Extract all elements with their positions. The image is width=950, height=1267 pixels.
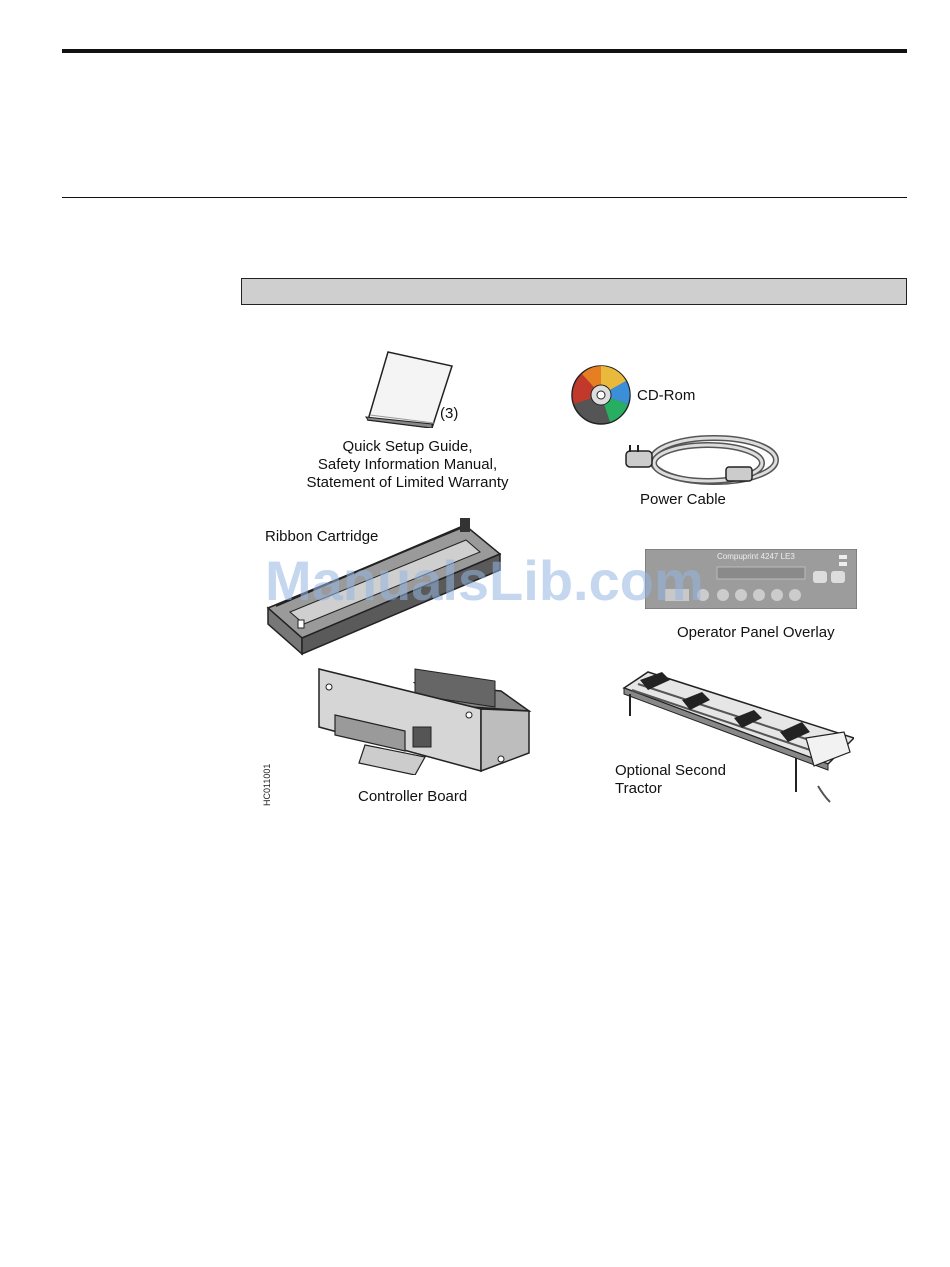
cd-rom-label: CD-Rom [637, 387, 696, 404]
figure-id: HC011001 [262, 763, 272, 806]
table-header-bar [241, 278, 907, 305]
controller-board-illustration [305, 663, 535, 775]
manual-label-line3: Statement of Limited Warranty [306, 474, 509, 491]
header-rule-thin [62, 197, 907, 198]
cd-rom-icon [570, 364, 632, 426]
operator-panel-label: Operator Panel Overlay [677, 624, 835, 641]
controller-board-label: Controller Board [358, 788, 468, 805]
manual-label-line1: Quick Setup Guide, [342, 438, 473, 455]
manual-label-line2: Safety Information Manual, [317, 456, 498, 473]
header-rule-thick [62, 49, 907, 53]
optional-tractor-label-line2: Tractor [615, 780, 662, 797]
optional-tractor-label-line1: Optional Second [615, 762, 726, 779]
manual-label [280, 438, 535, 492]
manual-count: (3) [440, 405, 459, 422]
power-cable-illustration [622, 425, 782, 491]
watermark: ManualsLib.com [265, 549, 704, 612]
ribbon-cartridge-label: Ribbon Cartridge [265, 528, 379, 545]
optional-tractor-label [615, 762, 726, 798]
operator-panel-title: Compuprint 4247 LE3 [717, 552, 795, 561]
power-cable-label: Power Cable [640, 491, 726, 508]
